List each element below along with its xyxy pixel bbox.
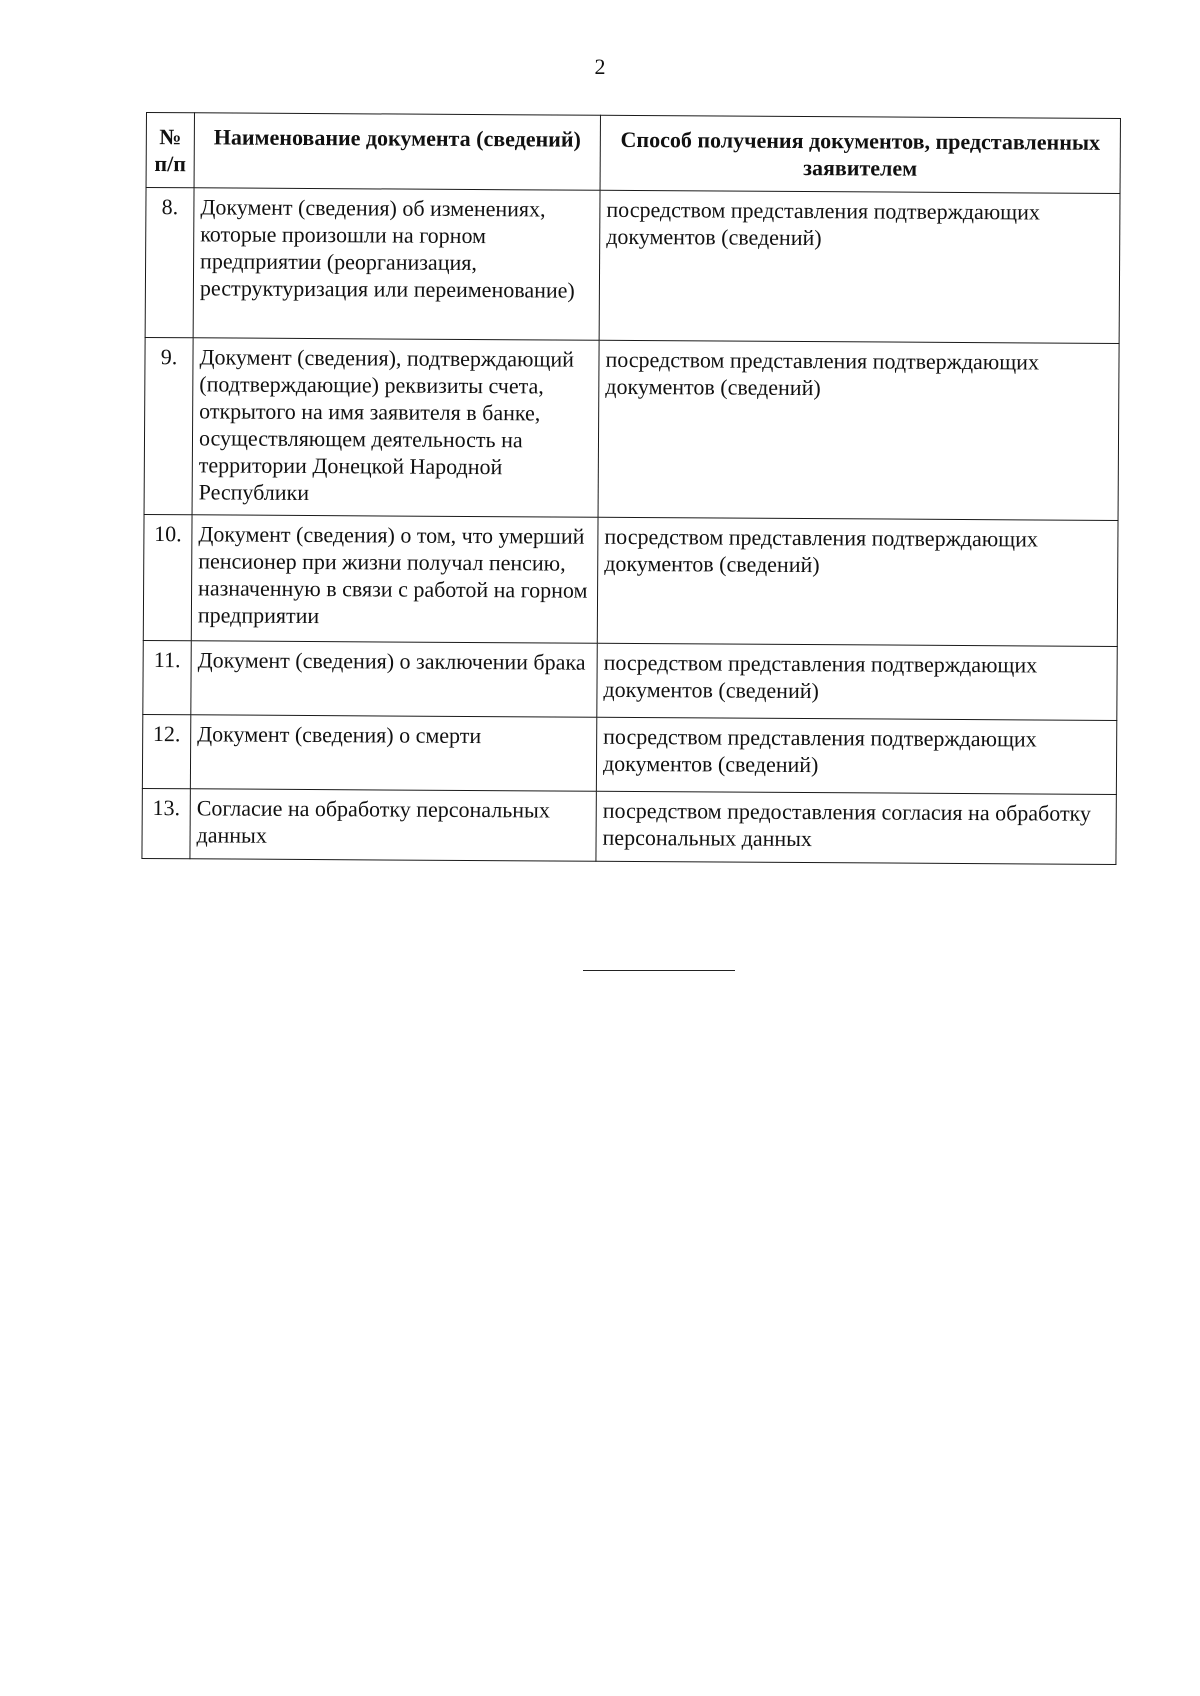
row-number: 9. [144,337,193,514]
row-number: 12. [142,714,190,788]
row-method: посредством представления подтверждающих документов (сведений) [596,717,1116,794]
row-number: 8. [145,188,194,338]
row-document-name: Документ (сведения) о смерти [190,715,596,791]
row-document-name: Документ (сведения) о том, что умерший пенсионер при жизни получал пенсию, назначенную в связи с работой на горном предприятии [191,515,598,643]
table-row [142,788,1116,864]
table-row [144,337,1119,520]
table-header-row [146,113,1120,194]
table-row [143,640,1117,720]
end-divider-line [583,970,735,971]
row-number: 13. [142,788,190,858]
header-method: Способ получения документов, представленных заявителем [600,115,1120,193]
row-method: посредством представления подтверждающих документов (сведений) [598,340,1119,520]
header-document-name: Наименование документа (сведений) [194,113,600,190]
row-method: посредством предоставления согласия на обработку персональных данных [596,791,1116,864]
documents-table [141,112,1121,865]
row-method: посредством представления подтверждающих документов (сведений) [597,643,1117,720]
header-number: № п/п [146,113,194,188]
row-document-name: Документ (сведения) о заключении брака [191,641,597,717]
row-document-name: Документ (сведения), подтверждающий (подтверждающие) реквизиты счета, открытого на имя заявителя в банке, осуществляющем деятельность на территории Донецкой Народной Республики [192,338,599,517]
row-number: 11. [143,640,191,714]
table-row [142,714,1116,794]
table-row [145,188,1120,344]
row-document-name: Документ (сведения) об изменениях, которые произошли на горном предприятии (реорганизация, реструктуризация или переименование) [193,188,600,340]
row-method: посредством представления подтверждающих документов (сведений) [597,517,1118,646]
row-number: 10. [143,514,192,640]
row-method: посредством представления подтверждающих документов (сведений) [599,190,1120,343]
row-document-name: Согласие на обработку персональных данных [190,789,596,861]
table-row [143,514,1118,646]
page-number: 2 [594,54,606,79]
